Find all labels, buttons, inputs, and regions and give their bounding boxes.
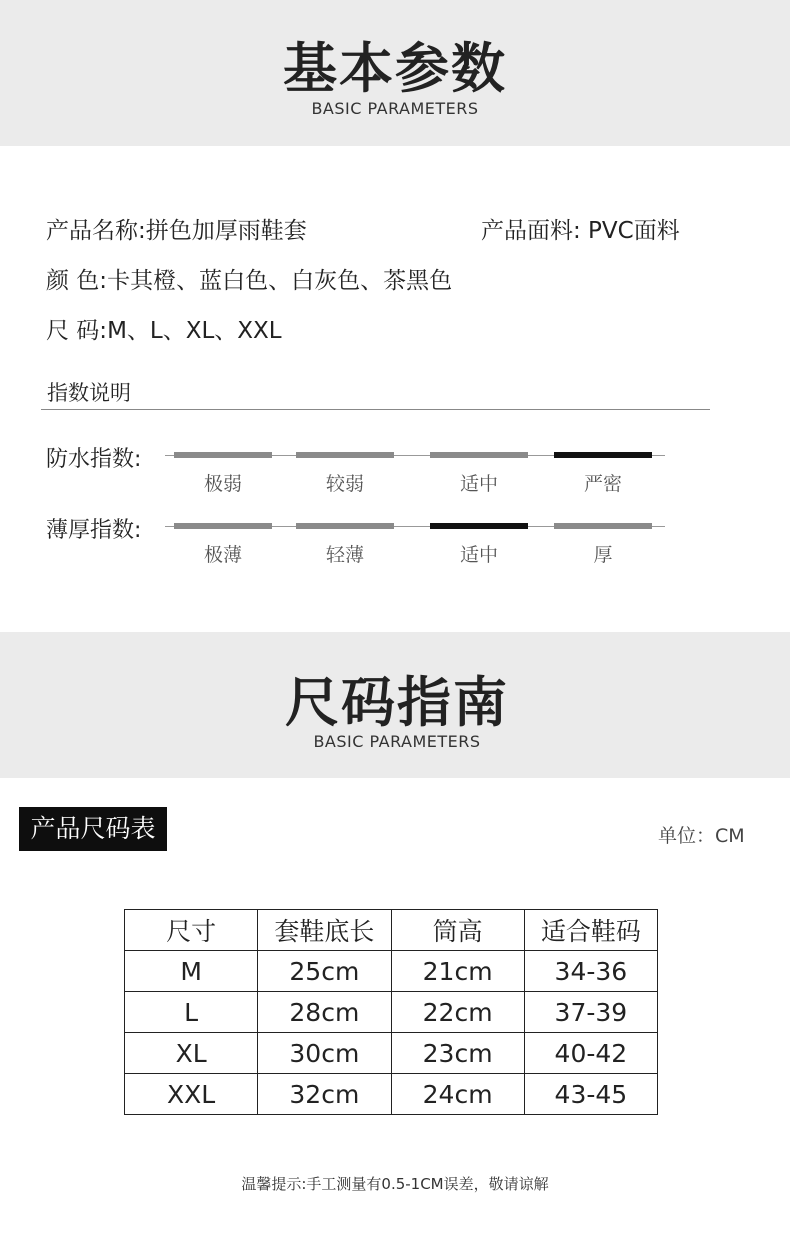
unit-label: 单位：CM [658,825,745,847]
product-name-value: 拼色加厚雨鞋套 [145,218,307,244]
table-cell: 24cm [391,1074,524,1115]
table-cell: 23cm [391,1033,524,1074]
index-segment [296,523,394,529]
size-table-header: 适合鞋码 [524,910,657,951]
size-guide-title: 尺码指南 [285,671,509,734]
table-cell: M [125,951,258,992]
index-option-label: 轻薄 [325,544,364,566]
product-fabric-value: PVC面料 [580,218,680,244]
index-section-title: 指数说明 [47,381,131,405]
product-size-label: 尺 码: [46,318,108,344]
product-color-label: 颜 色: [46,268,108,294]
size-table-header: 套鞋底长 [258,910,391,951]
table-row [125,1033,658,1074]
table-cell: XL [125,1033,258,1074]
table-cell: 25cm [258,951,391,992]
size-table-header: 筒高 [391,910,524,951]
index-segment [174,452,272,458]
product-fabric-label: 产品面料: [481,218,581,244]
product-name-label: 产品名称: [46,218,146,244]
index-option-label: 厚 [593,544,613,566]
index-segment-selected [430,523,528,529]
size-table-header-row [125,910,658,951]
size-table-tag: 产品尺码表 [19,807,167,851]
basic-parameters-title: 基本参数 [283,37,507,100]
index-option-label: 严密 [583,473,622,495]
product-size [46,312,282,345]
index-segment [554,523,652,529]
product-name [46,212,307,245]
basic-parameters-subtitle: BASIC PARAMETERS [311,99,479,118]
table-cell: 30cm [258,1033,391,1074]
product-color [46,262,452,295]
index-section-divider [41,409,710,410]
index-option-label: 极弱 [203,473,242,495]
table-cell: 43-45 [524,1074,657,1115]
table-cell: 37-39 [524,992,657,1033]
table-row [125,992,658,1033]
index-row-label: 薄厚指数: [46,518,142,543]
index-option-label: 较弱 [325,473,364,495]
table-cell: 21cm [391,951,524,992]
table-cell: 32cm [258,1074,391,1115]
table-cell: 34-36 [524,951,657,992]
index-segment [296,452,394,458]
index-segment-selected [554,452,652,458]
basic-parameters-banner [0,0,790,146]
table-row [125,1074,658,1115]
index-segment [174,523,272,529]
index-segment [430,452,528,458]
size-guide-subtitle: BASIC PARAMETERS [313,732,481,751]
size-table [124,909,658,1115]
table-cell: L [125,992,258,1033]
table-row [125,951,658,992]
table-cell: 40-42 [524,1033,657,1074]
index-option-label: 适中 [459,473,498,495]
index-row-label: 防水指数: [46,447,142,472]
measurement-note: 温馨提示:手工测量有0.5-1CM误差，敬请谅解 [241,1175,549,1193]
size-table-header: 尺寸 [125,910,258,951]
index-option-label: 适中 [459,544,498,566]
index-option-label: 极薄 [203,544,242,566]
table-cell: 22cm [391,992,524,1033]
size-guide-banner [0,632,790,778]
product-color-value: 卡其橙、蓝白色、白灰色、茶黑色 [107,268,453,294]
table-cell: XXL [125,1074,258,1115]
product-fabric [481,212,680,245]
table-cell: 28cm [258,992,391,1033]
product-size-value: M、L、XL、XXL [107,318,282,344]
